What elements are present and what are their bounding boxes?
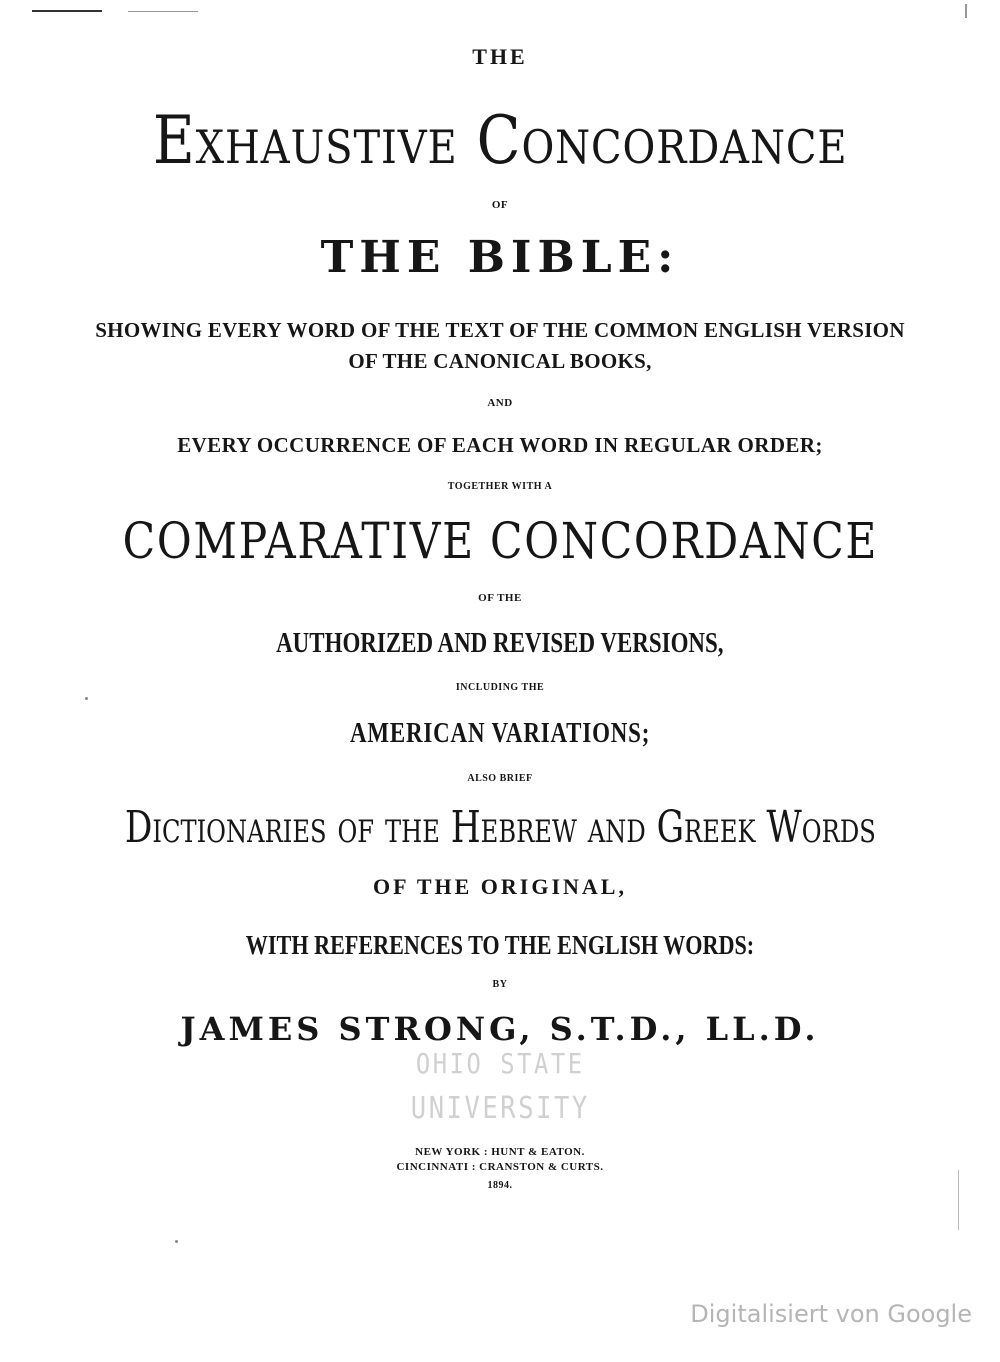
heading-references — [0, 932, 1000, 959]
subtitle-showing: SHOWING EVERY WORD OF THE TEXT OF THE COMMON ENGLISH VERSION — [95, 318, 905, 342]
imprint-new-york: NEW YORK : HUNT & EATON. — [415, 1146, 585, 1158]
connector-also-brief: ALSO BRIEF — [467, 773, 533, 784]
heading-dictionaries-text: Dictionaries of the Hebrew and Greek Words — [124, 802, 876, 853]
connector-of-the: OF THE — [478, 592, 522, 604]
scan-mark-top-right — [965, 4, 967, 18]
heading-american — [0, 720, 1000, 748]
scan-mark-top-mid — [128, 11, 198, 12]
library-stamp-line-2 — [0, 1091, 1000, 1126]
connector-together-with: TOGETHER WITH A — [447, 481, 553, 492]
heading-the-bible: THE BIBLE: — [320, 232, 680, 283]
library-stamp-line-1 — [0, 1047, 1000, 1080]
connector-of: OF — [491, 199, 509, 211]
speck — [85, 697, 88, 700]
scan-mark-right-edge — [958, 1170, 959, 1230]
heading-comparative-text: COMPARATIVE CONCORDANCE — [122, 512, 878, 570]
heading-comparative — [0, 512, 1000, 570]
heading-of-the-original: OF THE ORIGINAL, — [373, 874, 627, 899]
connector-by: BY — [492, 979, 508, 990]
google-watermark: Digitalisiert von Google — [690, 1300, 972, 1328]
heading-the: THE — [472, 44, 528, 69]
subtitle-every-occurrence: EVERY OCCURRENCE OF EACH WORD IN REGULAR ORDER; — [177, 433, 823, 457]
imprint-year: 1894. — [487, 1180, 513, 1191]
heading-dictionaries — [0, 802, 1000, 853]
library-stamp-text-1: OHIO STATE — [415, 1047, 585, 1080]
heading-authorized — [0, 630, 1000, 658]
imprint-cincinnati: CINCINNATI : CRANSTON & CURTS. — [396, 1161, 604, 1173]
connector-and: AND — [487, 397, 513, 409]
speck — [175, 1240, 178, 1243]
library-stamp-text-2: UNIVERSITY — [410, 1091, 590, 1126]
heading-american-text: AMERICAN VARIATIONS; — [349, 718, 651, 749]
main-title-text: Exhaustive Concordance — [152, 102, 848, 179]
scan-mark-top-left — [32, 10, 102, 12]
author-name: JAMES STRONG, S.T.D., LL.D. — [180, 1010, 820, 1048]
heading-references-text: WITH REFERENCES TO THE ENGLISH WORDS: — [245, 930, 755, 960]
connector-including-the: INCLUDING THE — [455, 682, 545, 693]
main-title — [0, 102, 1000, 179]
heading-authorized-text: AUTHORIZED AND REVISED VERSIONS, — [276, 628, 724, 659]
subtitle-canonical: OF THE CANONICAL BOOKS, — [348, 349, 652, 373]
